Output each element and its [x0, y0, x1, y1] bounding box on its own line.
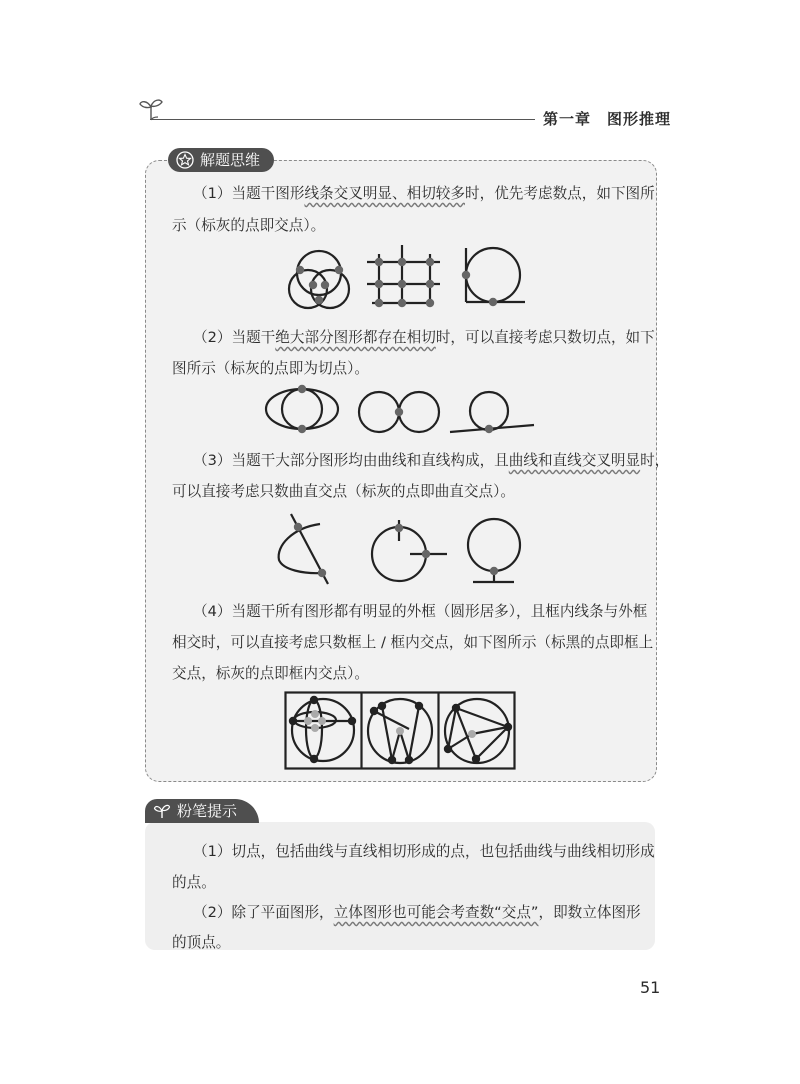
para-1-line-2: 示（标灰的点即交点）。	[172, 217, 326, 234]
header-rule	[150, 119, 535, 120]
emphasis-text: 立体图形也可能会考查数“交点”	[333, 904, 539, 921]
para-2-line-2: 图所示（标灰的点即为切点）。	[172, 360, 370, 377]
sprout-icon	[153, 802, 171, 820]
para-4-line-2: 相交时，可以直接考虑只数框上 / 框内交点，如下图所示（标黑的点即框上	[172, 634, 654, 651]
figure-tangents	[260, 383, 540, 439]
flower-icon	[176, 151, 194, 169]
tip-label	[145, 799, 259, 823]
para-3-line-2: 可以直接考虑只数曲直交点（标灰的点即曲直交点）。	[172, 483, 515, 500]
para-4-line-1: （4）当题干所有图形都有明显的外框（圆形居多），且框内线条与外框	[193, 603, 648, 620]
figure-framed-intersections	[284, 691, 516, 771]
tip-2-line-1: （2）除了平面图形，立体图形也可能会考查数“交点”，即数立体图形	[193, 904, 641, 921]
chapter-title	[543, 108, 671, 129]
emphasis-text: 绝大部分图形都存在相切	[275, 329, 436, 346]
chapter-number: 第一章	[543, 110, 592, 128]
para-3-line-1: （3）当题干大部分图形均由曲线和直线构成，且曲线和直线交叉明显时，	[193, 452, 670, 469]
para-2-line-1: （2）当题干绝大部分图形都存在相切时，可以直接考虑只数切点，如下	[193, 329, 655, 346]
tip-label-text: 粉笔提示	[177, 802, 238, 820]
para-4-line-3: 交点，标灰的点即框内交点）。	[172, 665, 370, 682]
solution-label	[168, 148, 274, 172]
tip-1-line-1: （1）切点，包括曲线与直线相切形成的点，也包括曲线与曲线相切形成	[193, 843, 655, 860]
emphasis-text: 线条交叉明显、相切较多	[304, 185, 465, 202]
tip-1-line-2: 的点。	[172, 874, 216, 891]
tip-2-line-2: 的顶点。	[172, 934, 231, 951]
emphasis-text: 曲线和直线交叉明显	[508, 452, 641, 469]
chapter-name: 图形推理	[607, 110, 672, 128]
figure-curve-line-intersections	[270, 510, 530, 590]
page-number: 51	[640, 978, 661, 997]
para-1-line-1: （1）当题干图形线条交叉明显、相切较多时，优先考虑数点，如下图所	[193, 185, 655, 202]
figure-intersections	[280, 240, 540, 312]
solution-label-text: 解题思维	[200, 151, 261, 169]
